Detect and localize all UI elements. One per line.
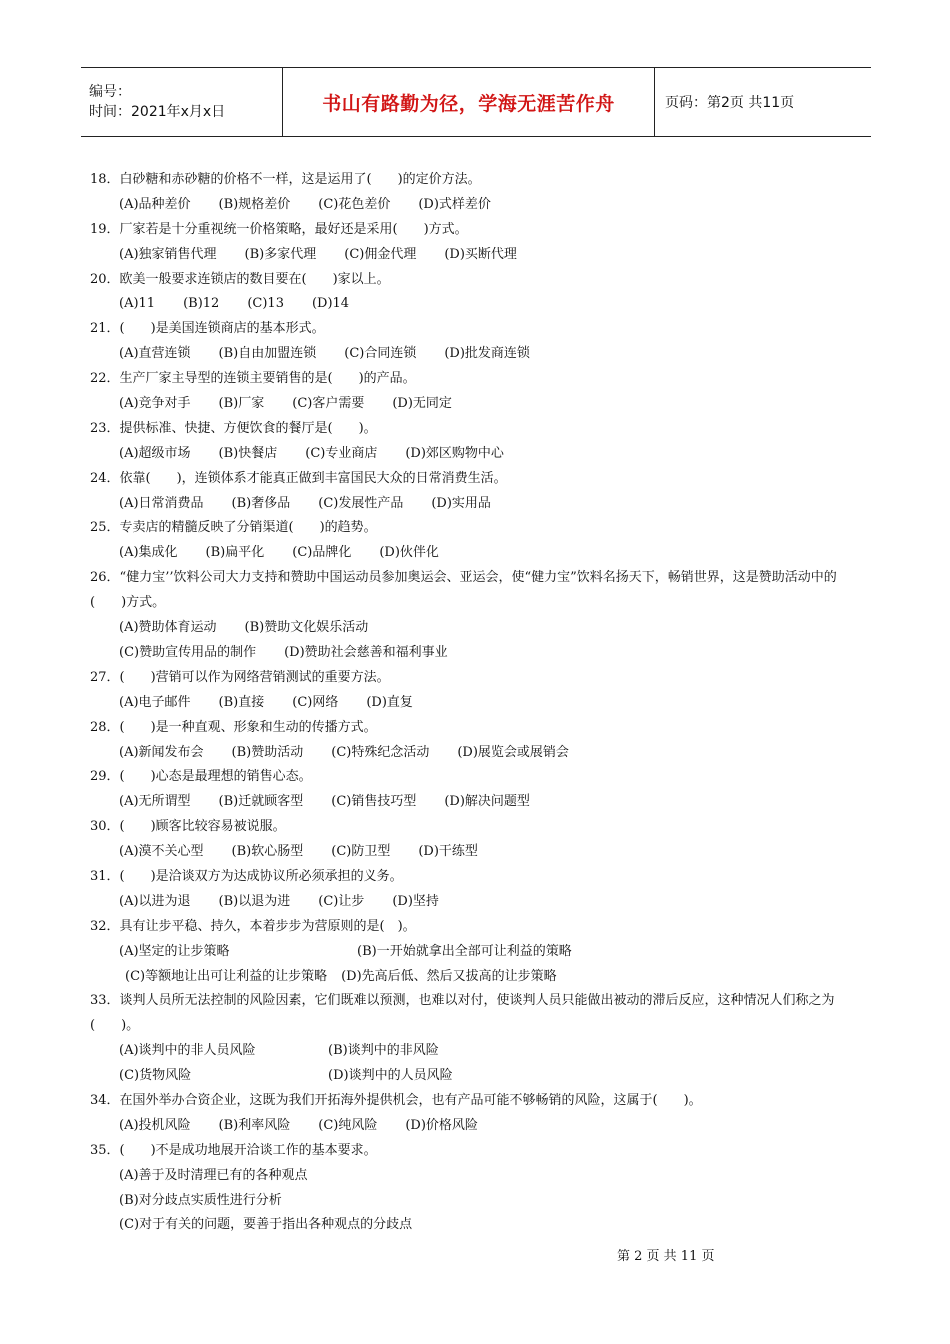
question-text: 24．依靠( )，连锁体系才能真正做到丰富国民大众的日常消费生活。	[90, 470, 507, 486]
number-label: 编号：	[89, 84, 131, 100]
option: (B)12	[183, 296, 220, 312]
option: (C)专业商店	[305, 445, 378, 461]
question-text: 27．( )营销可以作为网络营销测试的重要方法。	[90, 669, 390, 685]
option: (B)赞助活动	[231, 744, 304, 760]
option: (D)实用品	[431, 495, 491, 511]
option: (C)销售技巧型	[331, 794, 417, 810]
question-text: 29．( )心态是最理想的销售心态。	[90, 769, 312, 785]
question-list	[90, 168, 868, 1238]
option-row	[90, 790, 868, 815]
header-meta	[81, 68, 283, 136]
option: (B)谈判中的非风险	[328, 1043, 439, 1059]
option: (C)品牌化	[292, 545, 352, 561]
option-row	[90, 541, 868, 566]
question-text: 31．( )是洽谈双方为达成协议所必须承担的义务。	[90, 868, 403, 884]
option: (A)电子邮件	[119, 694, 191, 710]
option: (C)特殊纪念活动	[331, 744, 430, 760]
option-row	[90, 392, 868, 417]
option-row	[90, 641, 868, 666]
header-page-info: 页码：第2页 共11页	[665, 95, 795, 111]
option-row	[90, 940, 868, 965]
option: (B)迁就顾客型	[218, 794, 304, 810]
option: (A)坚定的让步策略	[119, 943, 230, 959]
option-row	[90, 965, 868, 990]
question-text: 30．( )顾客比较容易被说服。	[90, 819, 286, 835]
option: (B)厂家	[218, 396, 265, 412]
option-row	[90, 442, 868, 467]
option: (D)干练型	[418, 844, 478, 860]
option-row	[90, 616, 868, 641]
question-text: 21．( )是美国连锁商店的基本形式。	[90, 321, 325, 337]
option-row	[90, 691, 868, 716]
option: (C)等额地让出可让利益的让步策略	[125, 968, 328, 984]
option: (D)买断代理	[444, 246, 517, 262]
option: (B)自由加盟连锁	[218, 346, 317, 362]
option-row	[90, 492, 868, 517]
question-text: 20．欧美一般要求连锁店的数目要在( )家以上。	[90, 271, 390, 287]
question-text: 28．( )是一种直观、形象和生动的传播方式。	[90, 719, 377, 735]
option: (B)利率风险	[218, 1117, 291, 1133]
option: (A)超级市场	[119, 445, 191, 461]
option-row	[90, 741, 868, 766]
option: (C)货物风险	[119, 1068, 192, 1084]
option: (A)集成化	[119, 545, 178, 561]
option: (C)发展性产品	[318, 495, 404, 511]
option: (D)批发商连锁	[444, 346, 530, 362]
option: (D)赞助社会慈善和福利事业	[284, 644, 448, 660]
question-text: 33．谈判人员所无法控制的风险因素，它们既难以预测，也难以对付，使谈判人员只能做出被动的滞后反应，这种情况人们称之为( )。	[90, 993, 835, 1034]
question-text: 19．厂家若是十分重视统一价格策略，最好还是采用( )方式。	[90, 221, 468, 237]
option-row	[90, 193, 868, 218]
page-header	[81, 67, 871, 137]
option: (C)佣金代理	[344, 246, 417, 262]
option: (C)防卫型	[331, 844, 391, 860]
question-text: 25．专卖店的精髓反映了分销渠道( )的趋势。	[90, 520, 377, 536]
header-motto: 书山有路勤为径，学海无涯苦作舟	[283, 68, 655, 136]
option-row	[90, 1039, 868, 1064]
option: (B)直接	[218, 694, 265, 710]
option-row	[90, 243, 868, 268]
option-row: (A)善于及时清理已有的各种观点	[119, 1167, 308, 1183]
option: (D)解决问题型	[444, 794, 530, 810]
question-text: 34．在国外举办合资企业，这既为我们开拓海外提供机会，也有产品可能不够畅销的风险，这属于( )。	[90, 1093, 702, 1109]
option: (C)13	[247, 296, 284, 312]
option: (A)投机风险	[119, 1117, 191, 1133]
question-text: 18．白砂糖和赤砂糖的价格不一样，这是运用了( )的定价方法。	[90, 172, 481, 187]
option: (B)扁平化	[205, 545, 265, 561]
option-row	[90, 342, 868, 367]
time-label: 时间：2021年x月x日	[89, 104, 226, 120]
option: (A)直营连锁	[119, 346, 191, 362]
option: (C)客户需要	[292, 396, 365, 412]
option-row	[90, 840, 868, 865]
option: (D)郊区购物中心	[405, 445, 504, 461]
option: (C)让步	[318, 893, 365, 909]
option: (B)一开始就拿出全部可让利益的策略	[357, 943, 572, 959]
option: (D)先高后低、然后又拔高的让步策略	[341, 968, 557, 984]
option: (A)无所谓型	[119, 794, 191, 810]
option-row	[90, 292, 868, 317]
option: (C)合同连锁	[344, 346, 417, 362]
question-text: 23．提供标准、快捷、方便饮食的餐厅是( )。	[90, 420, 377, 436]
option: (C)纯风险	[318, 1117, 378, 1133]
option: (C)网络	[292, 694, 339, 710]
option: (A)日常消费品	[119, 495, 204, 511]
option: (B)快餐店	[218, 445, 278, 461]
option: (B)以退为进	[218, 893, 291, 909]
question-text: 32．具有让步平稳、持久，本着步步为营原则的是( )。	[90, 918, 416, 934]
option: (A)谈判中的非人员风险	[119, 1043, 256, 1059]
option: (B)赞助文化娱乐活动	[244, 620, 369, 636]
option: (D)14	[311, 296, 350, 312]
option-row	[90, 1064, 868, 1089]
option: (C)花色差价	[318, 196, 391, 212]
question-text: 35．( )不是成功地展开洽谈工作的基本要求。	[90, 1142, 377, 1158]
option: (D)伙伴化	[379, 545, 439, 561]
option-row	[90, 1114, 868, 1139]
option: (A)新闻发布会	[119, 744, 204, 760]
option: (D)无同定	[392, 396, 452, 412]
option: (A)以进为退	[119, 893, 191, 909]
option: (A)独家销售代理	[119, 246, 217, 262]
option: (A)赞助体育运动	[119, 620, 217, 636]
question-text: 26．“健力宝’’饮料公司大力支持和赞助中国运动员参加奥运会、亚运会，使“健力宝”饮料名扬天下，畅销世界，这是赞助活动中的( )方式。	[90, 570, 837, 611]
option: (D)展览会或展销会	[457, 744, 569, 760]
option: (C)赞助宣传用品的制作	[119, 644, 257, 660]
question-text: 22．生产厂家主导型的连锁主要销售的是( )的产品。	[90, 371, 416, 387]
option-row: (B)对分歧点实质性进行分析	[119, 1192, 282, 1208]
option: (A)漠不关心型	[119, 844, 204, 860]
option-row: (C)对于有关的问题，要善于指出各种观点的分歧点	[119, 1217, 413, 1233]
option: (D)式样差价	[418, 196, 491, 212]
option: (B)规格差价	[218, 196, 291, 212]
option: (D)直复	[366, 694, 413, 710]
option: (B)奢侈品	[231, 495, 291, 511]
option: (A)竞争对手	[119, 396, 191, 412]
option: (B)软心肠型	[231, 844, 304, 860]
option: (D)坚持	[392, 893, 439, 909]
option-row	[90, 890, 868, 915]
option: (D)谈判中的人员风险	[328, 1068, 453, 1084]
option: (D)价格风险	[405, 1117, 478, 1133]
option: (A)品种差价	[119, 196, 191, 212]
option: (B)多家代理	[244, 246, 317, 262]
page-footer: 第 2 页 共 11 页	[617, 1249, 715, 1264]
option: (A)11	[119, 296, 156, 312]
